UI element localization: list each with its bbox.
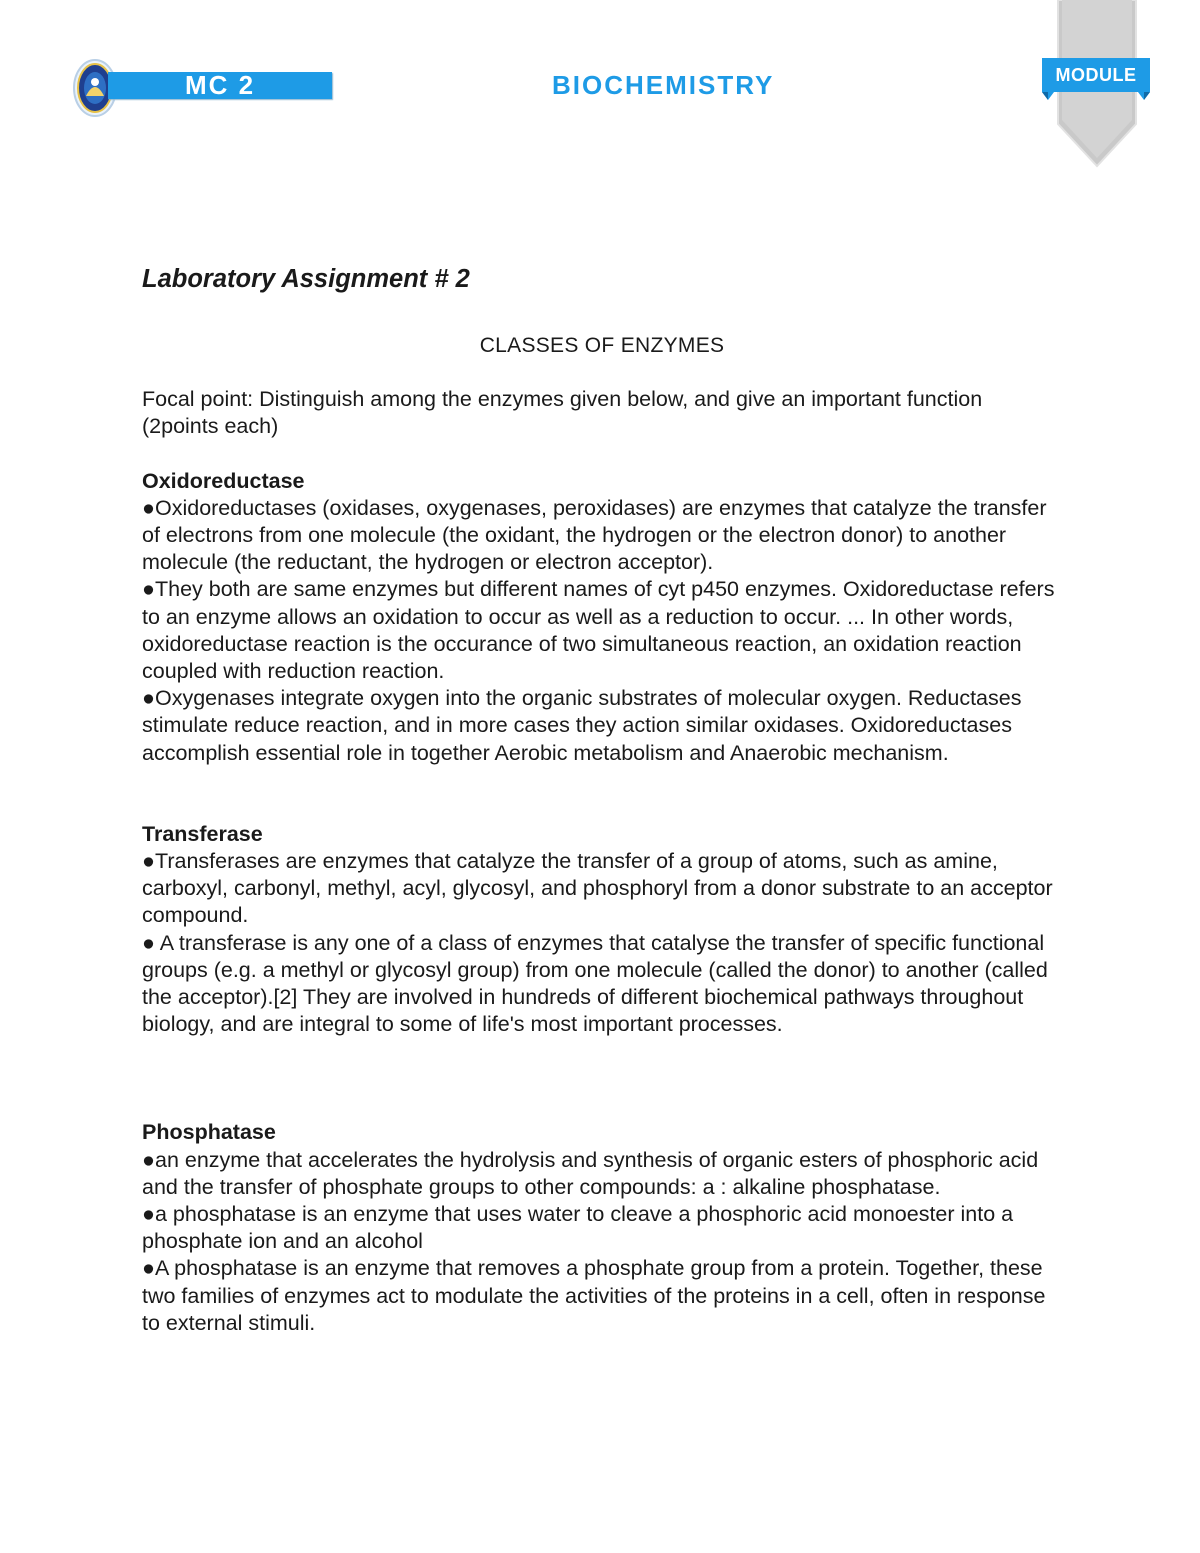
- section-oxidoreductase: [142, 468, 1062, 767]
- subject-title: BIOCHEMISTRY: [552, 70, 775, 100]
- bullet-paragraph: ●They both are same enzymes but different names of cyt p450 enzymes. Oxidoreductase refers to an enzyme allows an oxidation to occur as well as a reduction to occur. ... In other words, oxidoreductase reaction is the occurance of two simultaneous reaction, an oxidation reaction coupled with reduction reaction.: [142, 577, 1055, 684]
- section-heading: Oxidoreductase: [142, 468, 305, 493]
- bullet-paragraph: ●A phosphatase is an enzyme that removes a phosphate group from a protein. Together, these two families of enzymes act to modulate the activities of the proteins in a cell, often in response to external stimuli.: [142, 1256, 1046, 1335]
- course-code-banner: [108, 72, 332, 99]
- section-heading: Phosphatase: [142, 1120, 276, 1145]
- bullet-paragraph: ● A transferase is any one of a class of enzymes that catalyse the transfer of specific functional groups (e.g. a methyl or glycosyl group) from one molecule (called the donor) to another (called the acceptor).[2] They are involved in hundreds of different biochemical pathways throughout biology, and are integral to some of life's most important processes.: [142, 930, 1048, 1037]
- bullet-paragraph: ●Oxidoreductases (oxidases, oxygenases, peroxidases) are enzymes that catalyze the transfer of electrons from one molecule (the oxidant, the hydrogen or the electron donor) to another molecule (the reductant, the hydrogen or electron acceptor).: [142, 495, 1047, 575]
- assignment-title: Laboratory Assignment # 2: [142, 265, 470, 293]
- section-phosphatase: [142, 1119, 1062, 1337]
- document-body: [142, 262, 1062, 1364]
- bullet-paragraph: ●Oxygenases integrate oxygen into the organic substrates of molecular oxygen. Reductases stimulate reduce reaction, and in more cases they action similar oxidases. Oxidoreductases accomplish essential role in together Aerobic metabolism and Anaerobic mechanism.: [142, 686, 1022, 765]
- bullet-paragraph: ●an enzyme that accelerates the hydrolysis and synthesis of organic esters of phosphoric acid and the transfer of phosphate groups to other compounds: a : alkaline phosphatase.: [142, 1147, 1039, 1199]
- bullet-paragraph: ●Transferases are enzymes that catalyze the transfer of a group of atoms, such as amine, carboxyl, carbonyl, methyl, acyl, glycosyl, and phosphoryl from a donor substrate to an acceptor compound.: [142, 849, 1053, 928]
- module-label: MODULE: [1055, 65, 1137, 85]
- topic-heading: CLASSES OF ENZYMES: [479, 334, 725, 357]
- section-transferase: [142, 821, 1062, 1039]
- focal-point-text: Focal point: Distinguish among the enzymes given below, and give an important function (2points each): [142, 387, 983, 439]
- bullet-paragraph: ●a phosphatase is an enzyme that uses water to cleave a phosphoric acid monoester into a phosphate ion and an alcohol: [142, 1202, 1014, 1254]
- section-heading: Transferase: [142, 821, 263, 846]
- course-code-label: MC 2: [184, 70, 256, 100]
